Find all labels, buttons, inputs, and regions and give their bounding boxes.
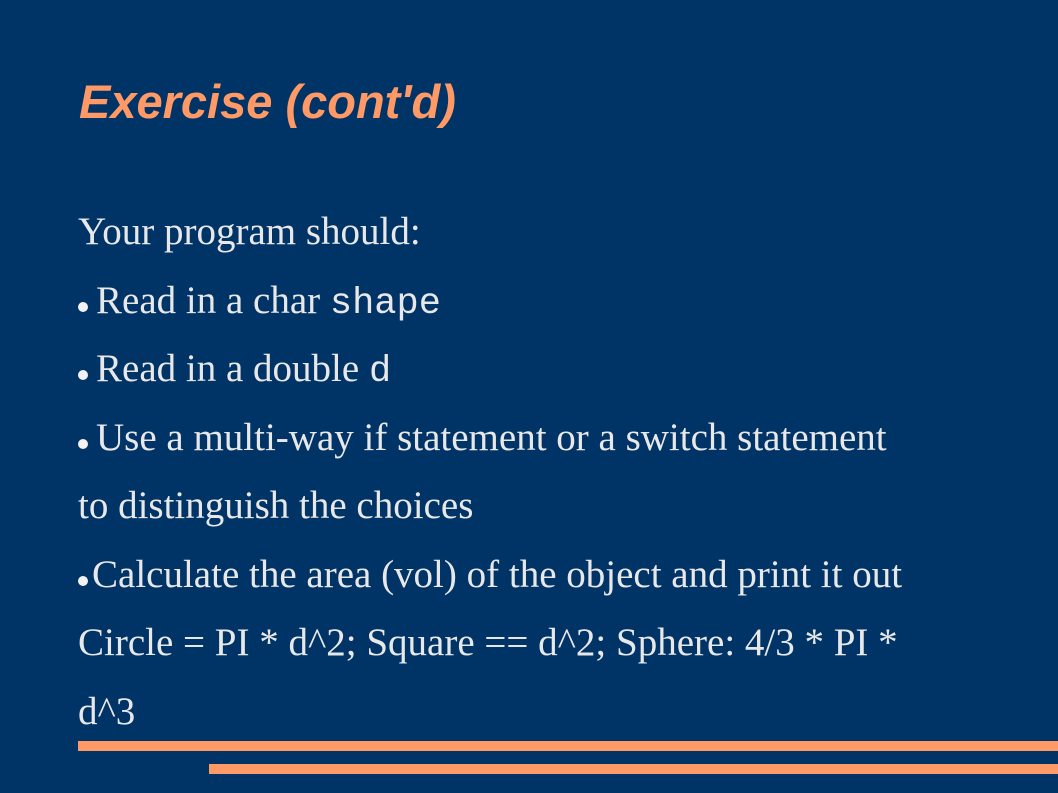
intro-line: Your program should: (78, 210, 421, 253)
slide-title: Exercise (cont'd) (79, 75, 456, 128)
list-item-text: Read in a double (96, 347, 369, 390)
list-item (78, 404, 1018, 473)
list-item (78, 335, 1018, 404)
bullet-icon (78, 370, 88, 380)
code-snippet: d (368, 351, 392, 393)
slide-body (78, 198, 1018, 746)
bullet-icon (78, 576, 88, 586)
list-item (78, 267, 1018, 336)
list-item (78, 541, 1018, 610)
list-item-continuation: to distinguish the choices (78, 484, 474, 527)
accent-rule-top (78, 741, 1058, 751)
bullet-icon (78, 302, 88, 312)
accent-rule-bottom (209, 764, 1058, 774)
code-snippet: shape (329, 282, 441, 325)
list-item-text: Calculate the area (vol) of the object and print it out (92, 552, 903, 596)
list-item-text: Use a multi-way if statement or a switch statement (96, 415, 887, 459)
bullet-icon (78, 439, 88, 449)
formula-line: d^3 (78, 689, 136, 733)
list-item-text: Read in a char (96, 278, 330, 322)
formula-line: Circle = PI * d^2; Square == d^2; Sphere: 4/3 * PI * (78, 621, 898, 664)
